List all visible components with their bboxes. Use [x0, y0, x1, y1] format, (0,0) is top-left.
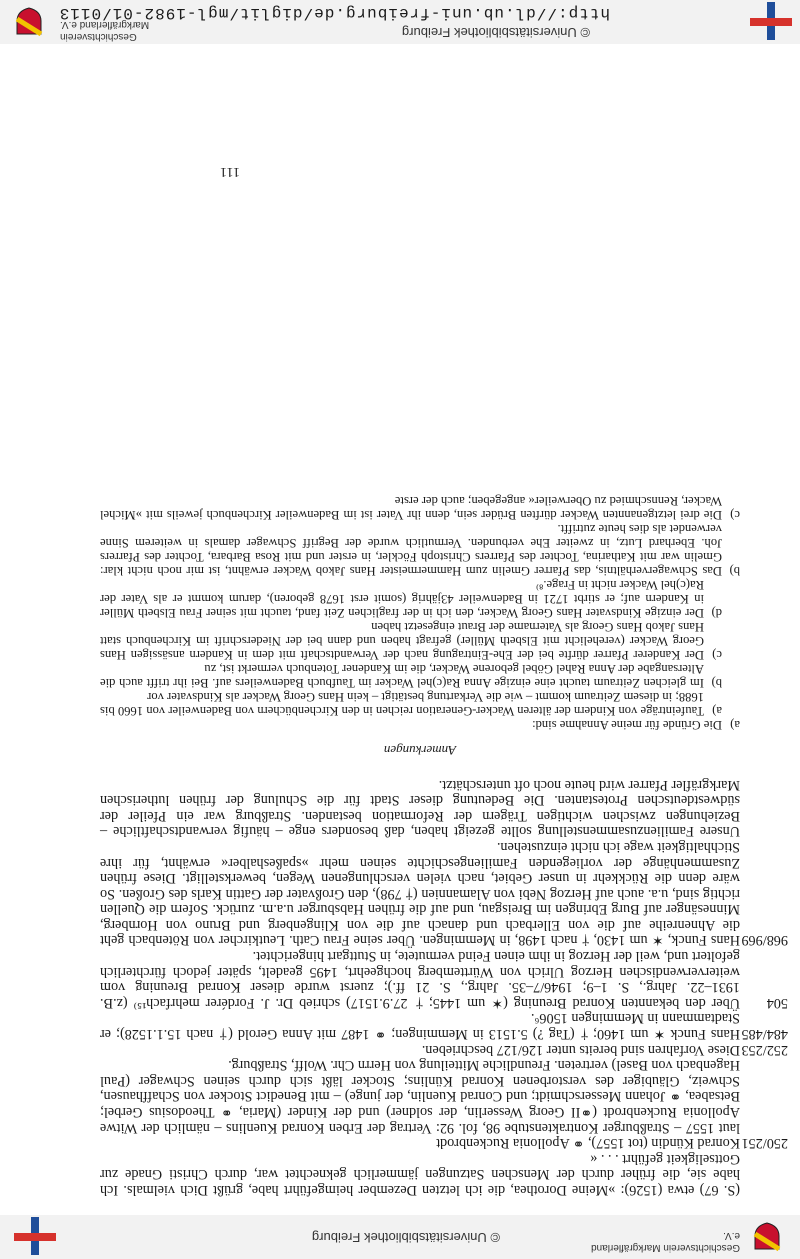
entry-intro: [100, 1150, 740, 1197]
note-text: Die Gründe für meine Annahme sind:: [532, 718, 722, 733]
entry-number: 484/485: [741, 1026, 788, 1043]
note-text: Das Schwagerverhältnis, das Pfarrer Gmelin zum Hammermeister Hans Jakob Wacker erwähnt, ist mir noch nicht klar: Gmelin war mit Katharina, Tochter des Pfarrers Christoph Föckler, in erster und mit Rosa Barbara, Tochter des Pfarrers Joh. Eberhard Lutz, in zweiter Ehe verbunden. Vermutlich wurde der Begriff Schwager damals in weiterem Sinne verwendet als dies heute zutrifft.: [100, 522, 722, 579]
note-label: d): [711, 606, 722, 621]
entry-504: [100, 948, 788, 1011]
entry-number: 252/253: [741, 1041, 788, 1058]
footer-band: [0, 0, 800, 44]
note-label: a): [730, 718, 740, 733]
note-item: [100, 662, 740, 690]
notes-heading: Anmerkungen: [383, 742, 457, 758]
header-band: [0, 1215, 800, 1259]
entry-text: Konrad Kündin (tot 1557), ⚭ Apollonia Ruckenbrodt: [436, 1135, 740, 1152]
closing-paragraph: [100, 776, 740, 838]
note-text: Der Kanderer Pfarrer dürfte bei der Ehe-Eintragung nach der Verwandtschaft mit dem in Kandern ansässigen Hans Georg Wacker (verehelicht mit Elsbeth Müller) gefragt haben und dann bei der Niederschrift im Kirchenbuch statt Hans Jakob Hans Georg als Vatername der Braut eingesetzt haben: [100, 620, 704, 663]
note-text: Der einzige Kindsvater Hans Georg Wacker, den ich in der fraglichen Zeit fand, taucht mit seiner Frau Elsbeth Müller in Kandern auf; er stirbt 1721 in Badenweiler 43jährig (somit erst 1678 geboren), darum kommt er als Vater der Ra(c)hel Wacker nicht in Frage.⁸⁾: [100, 578, 704, 621]
note-item: [100, 690, 740, 718]
note-item: [100, 578, 740, 620]
note-text: Die drei letztgenannten Wacker dürften Brüder sein, denn ihr Vater ist im Badenweiler Kirchenbuch jeweils mit »Michel Wacker, Rennschmied zu Oberweiler« angegeben; auch der erste: [100, 494, 722, 523]
header-society: Geschichtsverein Markgräflerland e.V.: [591, 1230, 740, 1253]
page-number: 111: [220, 164, 240, 179]
entry-250-251: [100, 1135, 788, 1152]
header-library: © Universitätsbibliothek Freiburg: [311, 1230, 500, 1245]
entry-contract: [100, 1057, 740, 1135]
entry-number: 968/969: [741, 932, 788, 949]
body-text: [100, 494, 788, 1198]
footer-url[interactable]: http://dl.ub.uni-freiburg.de/diglit/mgl-1982-01/0113: [58, 4, 610, 22]
footer-library: © Universitätsbibliothek Freiburg: [401, 25, 590, 40]
entry-484-485: [100, 1010, 788, 1043]
shield-icon: [14, 7, 44, 37]
entry-text: Über den bekannten Konrad Breuning (✶ um 1445; † 27.9.1517) schrieb Dr. J. Fordérer mehrfach¹⁵⁾ (z.B. 1931–22. Jahrg., S. 1–9; 1946/7–35. Jahrg., S. 21 ff.); zuerst wurde dieser Konrad Breuning vom weiterverwendischen Herzog Ulrich von Württemberg hochgeehrt, 1495 geadelt, später jedoch fürchterlich gefoltert und, weil der Herzog in ihm einen Feind vermutete, in Stuttgart hingerichtet.: [100, 948, 740, 1011]
note-item: [100, 620, 740, 662]
note-label: b): [729, 564, 740, 579]
note-label: b): [711, 676, 722, 691]
entry-text: Diese Vorfahren sind bereits unter 126/127 beschrieben.: [421, 1041, 740, 1058]
note-text: Im gleichen Zeitraum taucht eine einzige Anna Ra(c)hel Wacker im Taufbuch Badenweilers auf. Bei ihr trifft auch die Altersangabe der Anna Rahel Göbel geborene Wacker, die im Kandener Totenbuch vermerkt ist, zu: [100, 662, 704, 691]
entry-text: laut 1557 – Straßburger Kontraktenstube 98, fol. 92: Vertrag der Erben Konrad Kuenlins – nämlich der Witwe Apollonia Ruckenbrodt (⚭II Georg Wesserlin, der soldner) und der Kinder (Maria, ⚭ Theodosius Gerbel; Betsabea, ⚭ Johann Messerschmidt; und Conrad Kuenlin, der junge) – mit Benedict Stocker von Schaffhausen, Schweiz, Gläubiger des verstorbenen Konrad Künlins; Stocker läßt sich durch seinen Schwager (Paul Hagenbach von Basel) vertreten. Freundliche Mitteilung von Herrn Chr. Wolff, Straßburg.: [100, 1057, 740, 1136]
entry-252-253: [100, 1041, 788, 1058]
note-item: [100, 522, 740, 578]
note-label: a): [712, 704, 722, 719]
note-label: c): [730, 508, 740, 523]
entry-number: 504: [766, 994, 788, 1011]
note-text: Taufeinträge von Kindern der älteren Wacker-Generation reichen in den Kirchenbüchern von Badenweiler von 1660 bis 1688; in diesem Zeitraum kommt – wie die Verkartung bestätigt – kein Hans Georg Wacker als Kindsvater vor: [100, 690, 704, 719]
entry-968-969: [100, 838, 788, 949]
entry-text: Unsere Familienzusammenstellung sollte gezeigt haben, daß besonders enge – häufig verwandtschaftliche – Beziehungen zwischen wichtigen Trägern der Reformation bestanden. Straßburg war ein Pfeiler der südwestdeutschen Protestanten. Die Bedeutung dieser Stadt für die Schulung der frühen lutherischen Markgräfler Pfarrer wird heute noch oft unterschätzt.: [100, 776, 740, 840]
note-item: [100, 718, 740, 732]
note-item: [100, 494, 740, 522]
entry-number: 250/251: [741, 1135, 788, 1152]
shield-icon: [752, 1222, 782, 1252]
university-logo-icon: [14, 1217, 56, 1255]
footer-society: Geschichtsverein Markgräflerland e.V.: [60, 19, 150, 42]
university-logo-icon: [750, 2, 792, 40]
notes-list: [100, 494, 740, 732]
entry-text: Hans Funck, ✶ um 1430, † nach 1498, in Memmingen. Über seine Frau Cath. Leutkircher von Rötenbach geht die Ahnenreihe auf die von Ellerbach und danach auf die von Klingenberg und Bruno von Hornberg, Minnesänger auf Burg Ebringen im Breisgau, und auf die frühen Habsburger u.a.m. zurück. Sofern die Quellen richtig sind, u.a. auch auf Herzog Nebi von Alamannien († 798), den Großvater der Gattin Karls des Großen. So wäre denn die Rückkehr in unser Gebiet, nach vielen verschlungenen Wegen, bewerkstelligt. Diese frühen Zusammenhänge der vorliegenden Familiengeschichte seinen mehr »spaßeshalber« erwähnt, für ihre Stichhaltigkeit wage ich nicht einzustehen.: [100, 838, 740, 949]
note-label: c): [712, 648, 722, 663]
entry-text: (S. 67) etwa (1526): »Meine Dorothea, die ich letzten Dezember heimgeführt habe, grüßt Dich vielmals. Ich habe sie, die früher durch der Menschen Satzungen jämmerlich geknechtet war, durch Christi Gnade zur Gottseligkeit geführt . . . «: [100, 1150, 740, 1198]
entry-text: Hans Funck ✶ um 1460; † (Tag ?) 5.1513 in Memmingen; ⚭ 1487 mit Anna Gerold († nach 15.1.1528); er Stadtammann in Memmingen 1506⁶.: [100, 1010, 740, 1043]
